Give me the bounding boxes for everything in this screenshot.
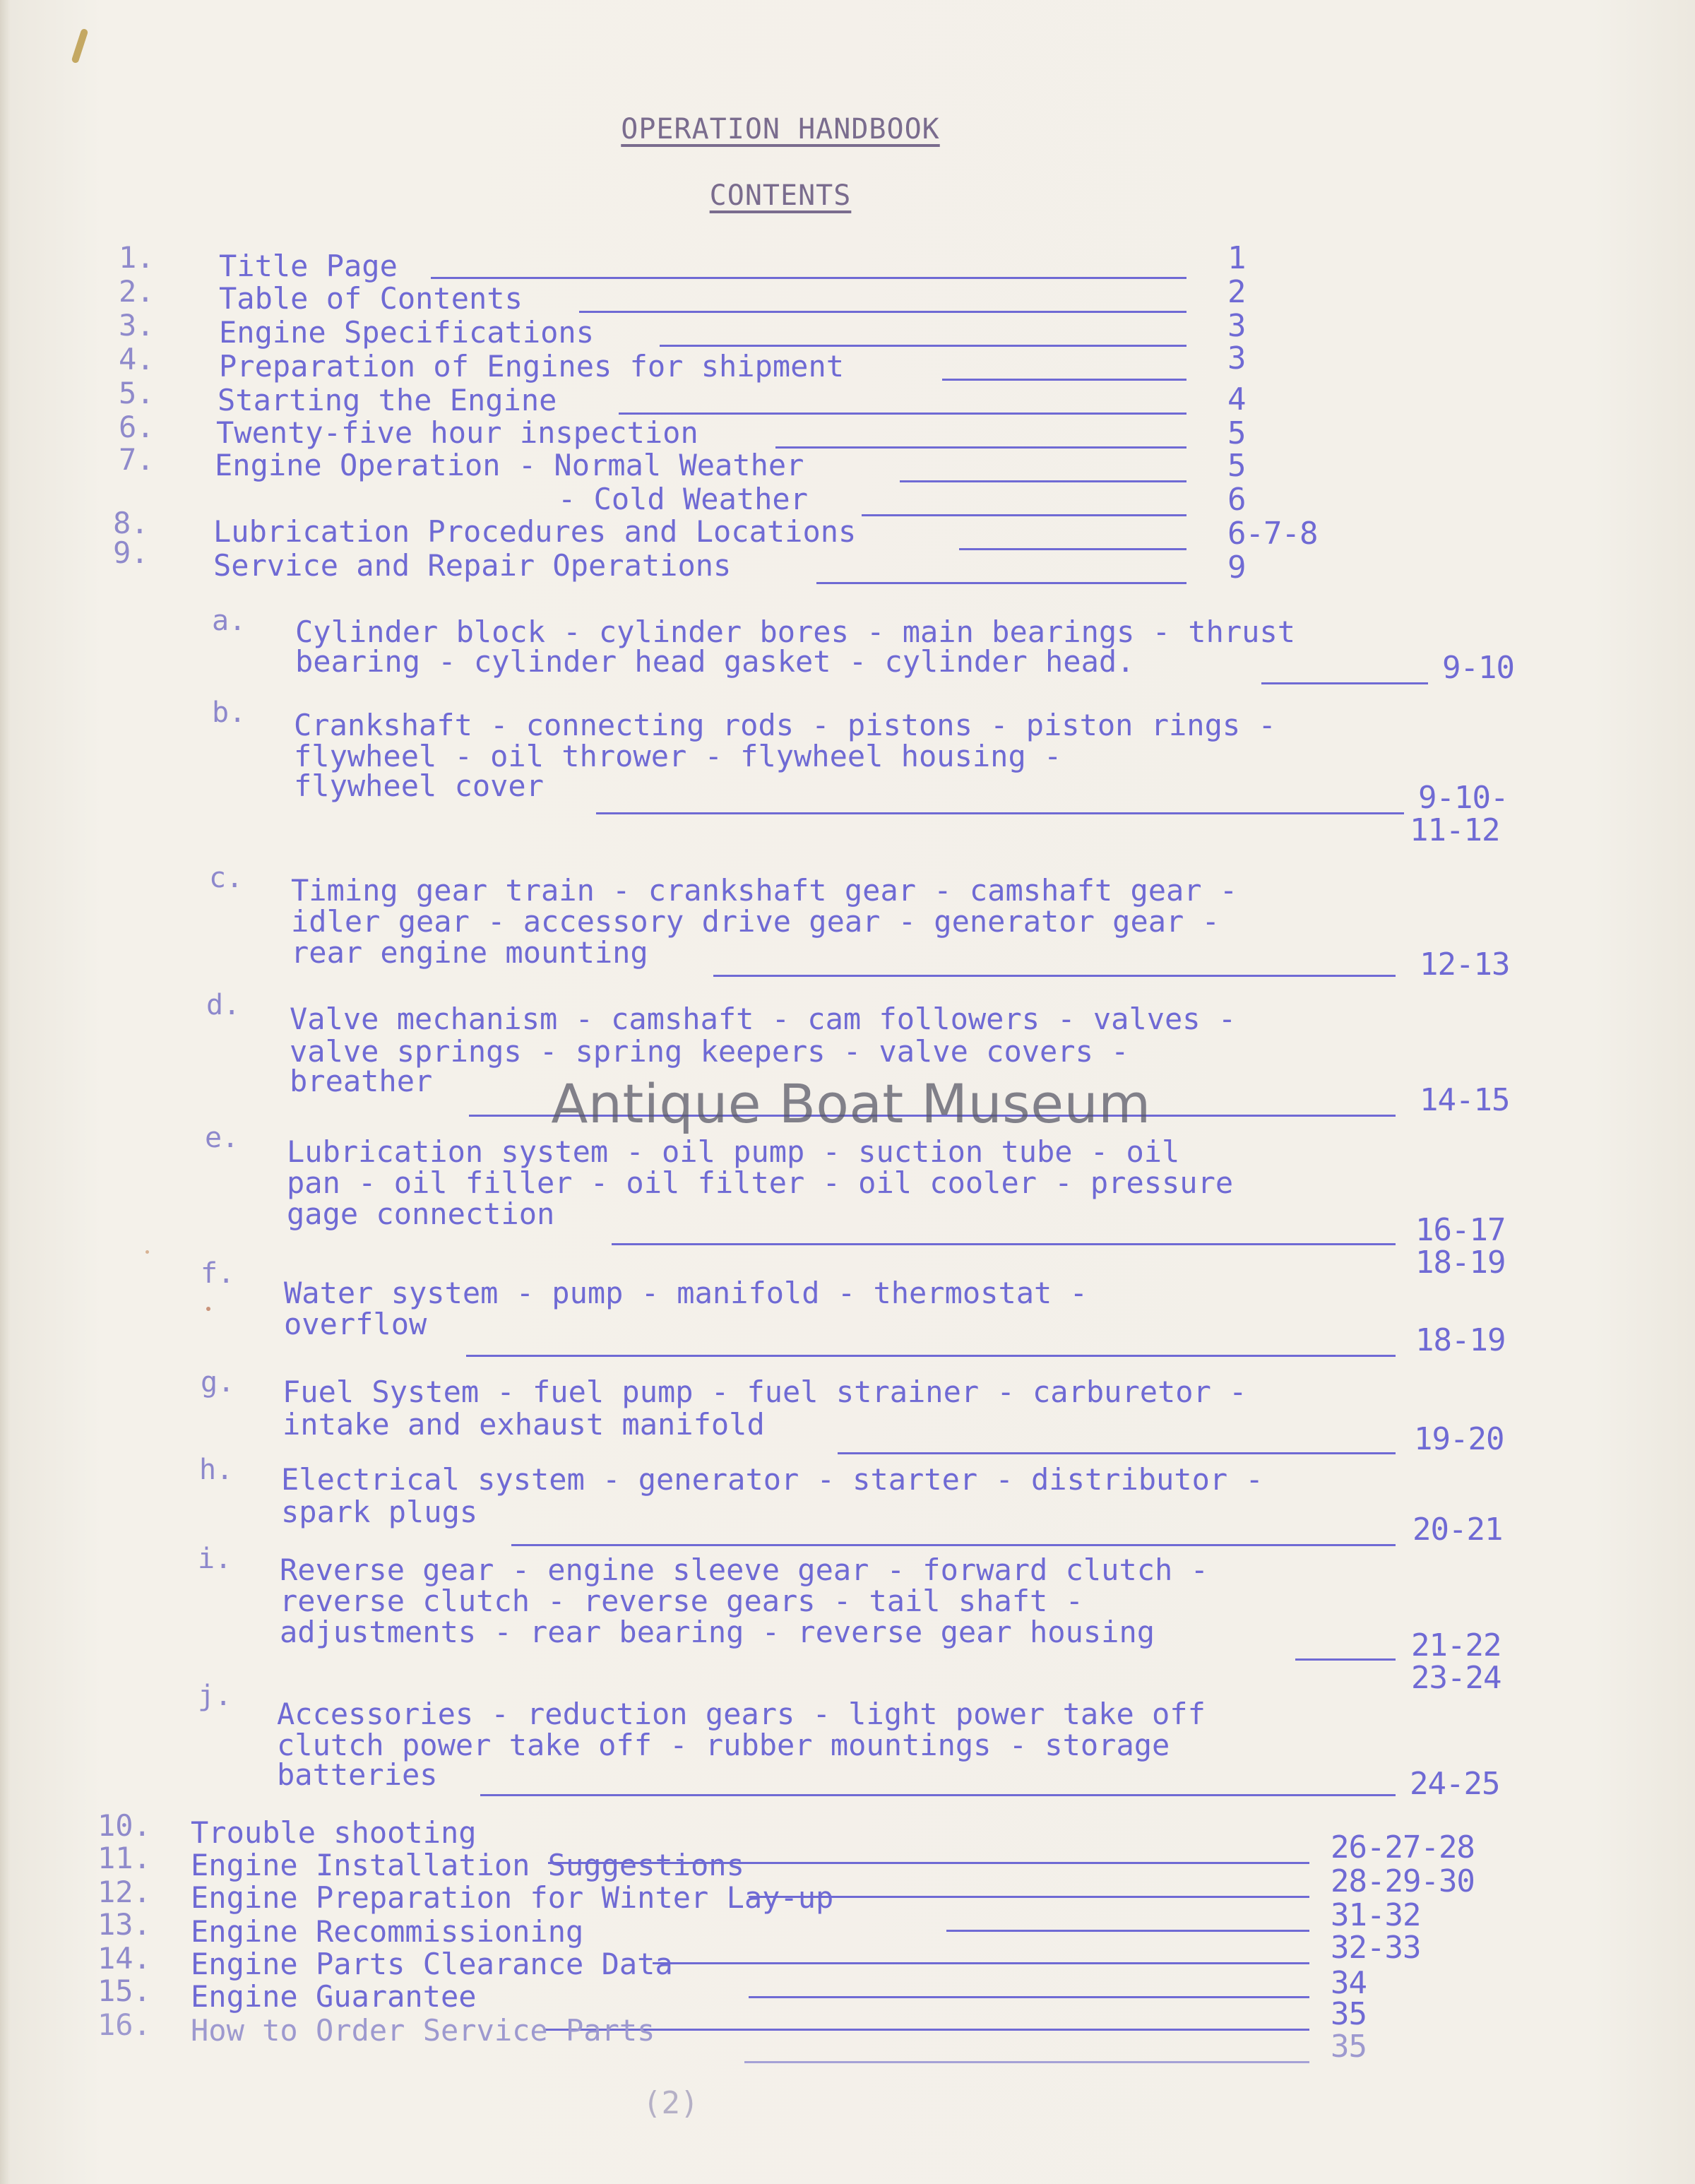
sub-line: Accessories - reduction gears - light power take off xyxy=(277,1697,1206,1731)
leader-line xyxy=(660,345,1186,347)
entry-number: 4. xyxy=(119,342,155,376)
page-number: (2) xyxy=(643,2085,699,2121)
sub-page: 18-19 xyxy=(1415,1245,1506,1281)
entry-title: Service and Repair Operations xyxy=(213,548,732,583)
leader-line xyxy=(1261,682,1428,684)
sub-page: 9-10- xyxy=(1418,780,1509,816)
entry-page: 6-7-8 xyxy=(1227,516,1318,552)
sub-letter: c. xyxy=(209,862,244,894)
entry-number: 10. xyxy=(97,1808,151,1843)
paper-stain xyxy=(71,28,89,64)
entry-title: Engine Installation Suggestions xyxy=(191,1848,744,1882)
leader-line xyxy=(431,277,1186,279)
sub-line: Water system - pump - manifold - thermostat - xyxy=(284,1276,1088,1310)
entry-page: 3 xyxy=(1227,340,1246,376)
leader-line xyxy=(544,2029,1309,2031)
entry-number: 3. xyxy=(119,308,155,343)
sub-letter: g. xyxy=(201,1366,235,1399)
entry-title: Engine Parts Clearance Data xyxy=(191,1947,673,1981)
leader-line xyxy=(579,311,1186,313)
leader-line xyxy=(612,1243,1396,1245)
sub-page: 14-15 xyxy=(1420,1082,1510,1118)
leader-line xyxy=(900,480,1186,482)
entry-page: 32-33 xyxy=(1331,1930,1421,1966)
entry-page: 4 xyxy=(1227,381,1246,417)
sub-line: adjustments - rear bearing - reverse gear housing xyxy=(280,1615,1155,1649)
entry-number: 1. xyxy=(119,240,155,275)
sub-line: gage connection xyxy=(287,1197,555,1231)
entry-number: 2. xyxy=(119,274,155,309)
entry-page: 28-29-30 xyxy=(1331,1863,1475,1899)
leader-line xyxy=(653,1962,1309,1964)
sub-line: bearing - cylinder head gasket - cylinder head. xyxy=(295,644,1135,679)
sub-line: Valve mechanism - camshaft - cam followers - valves - xyxy=(290,1002,1237,1036)
sub-page: 9-10 xyxy=(1442,650,1514,686)
entry-page: 5 xyxy=(1227,448,1246,484)
leader-line xyxy=(480,1794,1396,1796)
contents-heading: CONTENTS xyxy=(709,179,852,212)
sub-line: breather xyxy=(290,1064,433,1098)
sub-line: Lubrication system - oil pump - suction tube - oil xyxy=(287,1134,1180,1169)
entry-title: Engine Specifications xyxy=(219,315,595,350)
entry-title: Engine Preparation for Winter Lay-up xyxy=(191,1880,834,1915)
entry-title: Engine Operation - Normal Weather xyxy=(215,448,804,482)
leader-line xyxy=(959,548,1186,550)
leader-line xyxy=(749,1996,1309,1998)
entry-page: 5 xyxy=(1227,415,1246,451)
sub-line: pan - oil filler - oil filter - oil cooler - pressure xyxy=(287,1165,1234,1200)
sub-line: Crankshaft - connecting rods - pistons - piston rings - xyxy=(294,708,1276,742)
leader-line xyxy=(713,975,1396,977)
entry-title: Twenty-five hour inspection xyxy=(216,415,698,450)
leader-line xyxy=(511,1544,1396,1546)
sub-letter: j. xyxy=(198,1680,232,1712)
entry-page: 26-27-28 xyxy=(1331,1829,1475,1865)
entry-title: Title Page xyxy=(219,249,398,283)
entry-number: 15. xyxy=(97,1974,151,2008)
sub-line: clutch power take off - rubber mountings - storage xyxy=(277,1728,1170,1762)
leader-line xyxy=(816,582,1186,584)
leader-line xyxy=(1295,1658,1396,1661)
entry-number: 7. xyxy=(119,442,155,477)
entry-page: 6 xyxy=(1227,482,1246,518)
entry-page: 35 xyxy=(1331,1996,1367,2032)
entry-title: Engine Recommissioning xyxy=(191,1914,584,1949)
entry-number: 6. xyxy=(119,410,155,444)
leader-line xyxy=(775,446,1186,449)
sub-line: Cylinder block - cylinder bores - main bearings - thrust xyxy=(295,615,1296,649)
entry-title: Preparation of Engines for shipment xyxy=(219,349,845,384)
sub-page: 23-24 xyxy=(1411,1660,1501,1696)
entry-page: 3 xyxy=(1227,308,1246,344)
document-title: OPERATION HANDBOOK xyxy=(621,113,940,146)
entry-title: How to Order Service Parts xyxy=(191,2013,655,2048)
leader-line xyxy=(466,1355,1396,1357)
entry-number: 12. xyxy=(97,1875,151,1909)
sub-letter: a. xyxy=(212,605,246,637)
entry-number: 11. xyxy=(97,1841,151,1875)
entry-number: 8. xyxy=(113,506,149,540)
sub-line: flywheel cover xyxy=(294,768,545,803)
sub-letter: d. xyxy=(206,989,241,1021)
sub-page: 18-19 xyxy=(1415,1322,1506,1358)
sub-line: reverse clutch - reverse gears - tail shaft - xyxy=(280,1584,1083,1618)
paper-spot xyxy=(145,1250,149,1254)
sub-page: 19-20 xyxy=(1414,1421,1504,1457)
leader-line xyxy=(862,514,1186,516)
entry-number: 5. xyxy=(119,376,155,410)
sub-line: valve springs - spring keepers - valve covers - xyxy=(290,1034,1129,1069)
sub-letter: i. xyxy=(198,1543,232,1575)
sub-page: 16-17 xyxy=(1415,1212,1506,1248)
sub-letter: b. xyxy=(212,696,246,729)
entry-page: 2 xyxy=(1227,274,1246,310)
sub-page: 12-13 xyxy=(1420,946,1510,983)
watermark: Antique Boat Museum xyxy=(551,1072,1151,1135)
sub-page: 20-21 xyxy=(1412,1512,1503,1548)
entry-title: Lubrication Procedures and Locations xyxy=(213,514,857,549)
entry-number: 13. xyxy=(97,1907,151,1942)
sub-line: batteries xyxy=(277,1757,438,1792)
entry-number: 9. xyxy=(113,535,149,570)
leader-line xyxy=(744,2061,1309,2063)
sub-letter: e. xyxy=(205,1122,239,1154)
entry-title: Starting the Engine xyxy=(218,383,557,417)
paper-spot xyxy=(206,1307,210,1311)
entry-number: 16. xyxy=(97,2007,151,2042)
leader-line xyxy=(946,1930,1309,1932)
sub-line: idler gear - accessory drive gear - generator gear - xyxy=(291,904,1220,939)
entry-title: - Cold Weather xyxy=(558,482,809,516)
leader-line xyxy=(596,812,1404,814)
sub-line: Timing gear train - crankshaft gear - camshaft gear - xyxy=(291,873,1238,908)
sub-line: intake and exhaust manifold xyxy=(282,1407,765,1442)
sub-line: overflow xyxy=(284,1307,427,1341)
leader-line xyxy=(619,413,1186,415)
entry-title: Engine Guarantee xyxy=(191,1979,477,2014)
sub-page: 21-22 xyxy=(1411,1627,1501,1663)
leader-line xyxy=(942,379,1186,381)
sub-line: flywheel - oil thrower - flywheel housing - xyxy=(294,739,1062,773)
entry-page: 1 xyxy=(1227,240,1246,276)
leader-line xyxy=(838,1452,1396,1454)
entry-title: Trouble shooting xyxy=(191,1815,477,1850)
sub-page: 24-25 xyxy=(1410,1766,1500,1802)
sub-letter: h. xyxy=(199,1454,234,1486)
entry-number: 14. xyxy=(97,1941,151,1976)
sub-line: rear engine mounting xyxy=(291,935,648,970)
sub-letter: f. xyxy=(201,1257,235,1290)
sub-line: Electrical system - generator - starter - distributor - xyxy=(281,1462,1263,1497)
entry-page: 9 xyxy=(1227,550,1246,586)
entry-title: Table of Contents xyxy=(219,281,523,316)
sub-line: Reverse gear - engine sleeve gear - forward clutch - xyxy=(280,1553,1208,1587)
entry-page: 31-32 xyxy=(1331,1897,1421,1933)
entry-page: 34 xyxy=(1331,1965,1367,2001)
sub-page: 11-12 xyxy=(1410,812,1500,848)
entry-page: 35 xyxy=(1331,2029,1367,2065)
sub-line: spark plugs xyxy=(281,1495,478,1529)
sub-line: Fuel System - fuel pump - fuel strainer - carburetor - xyxy=(282,1375,1247,1409)
